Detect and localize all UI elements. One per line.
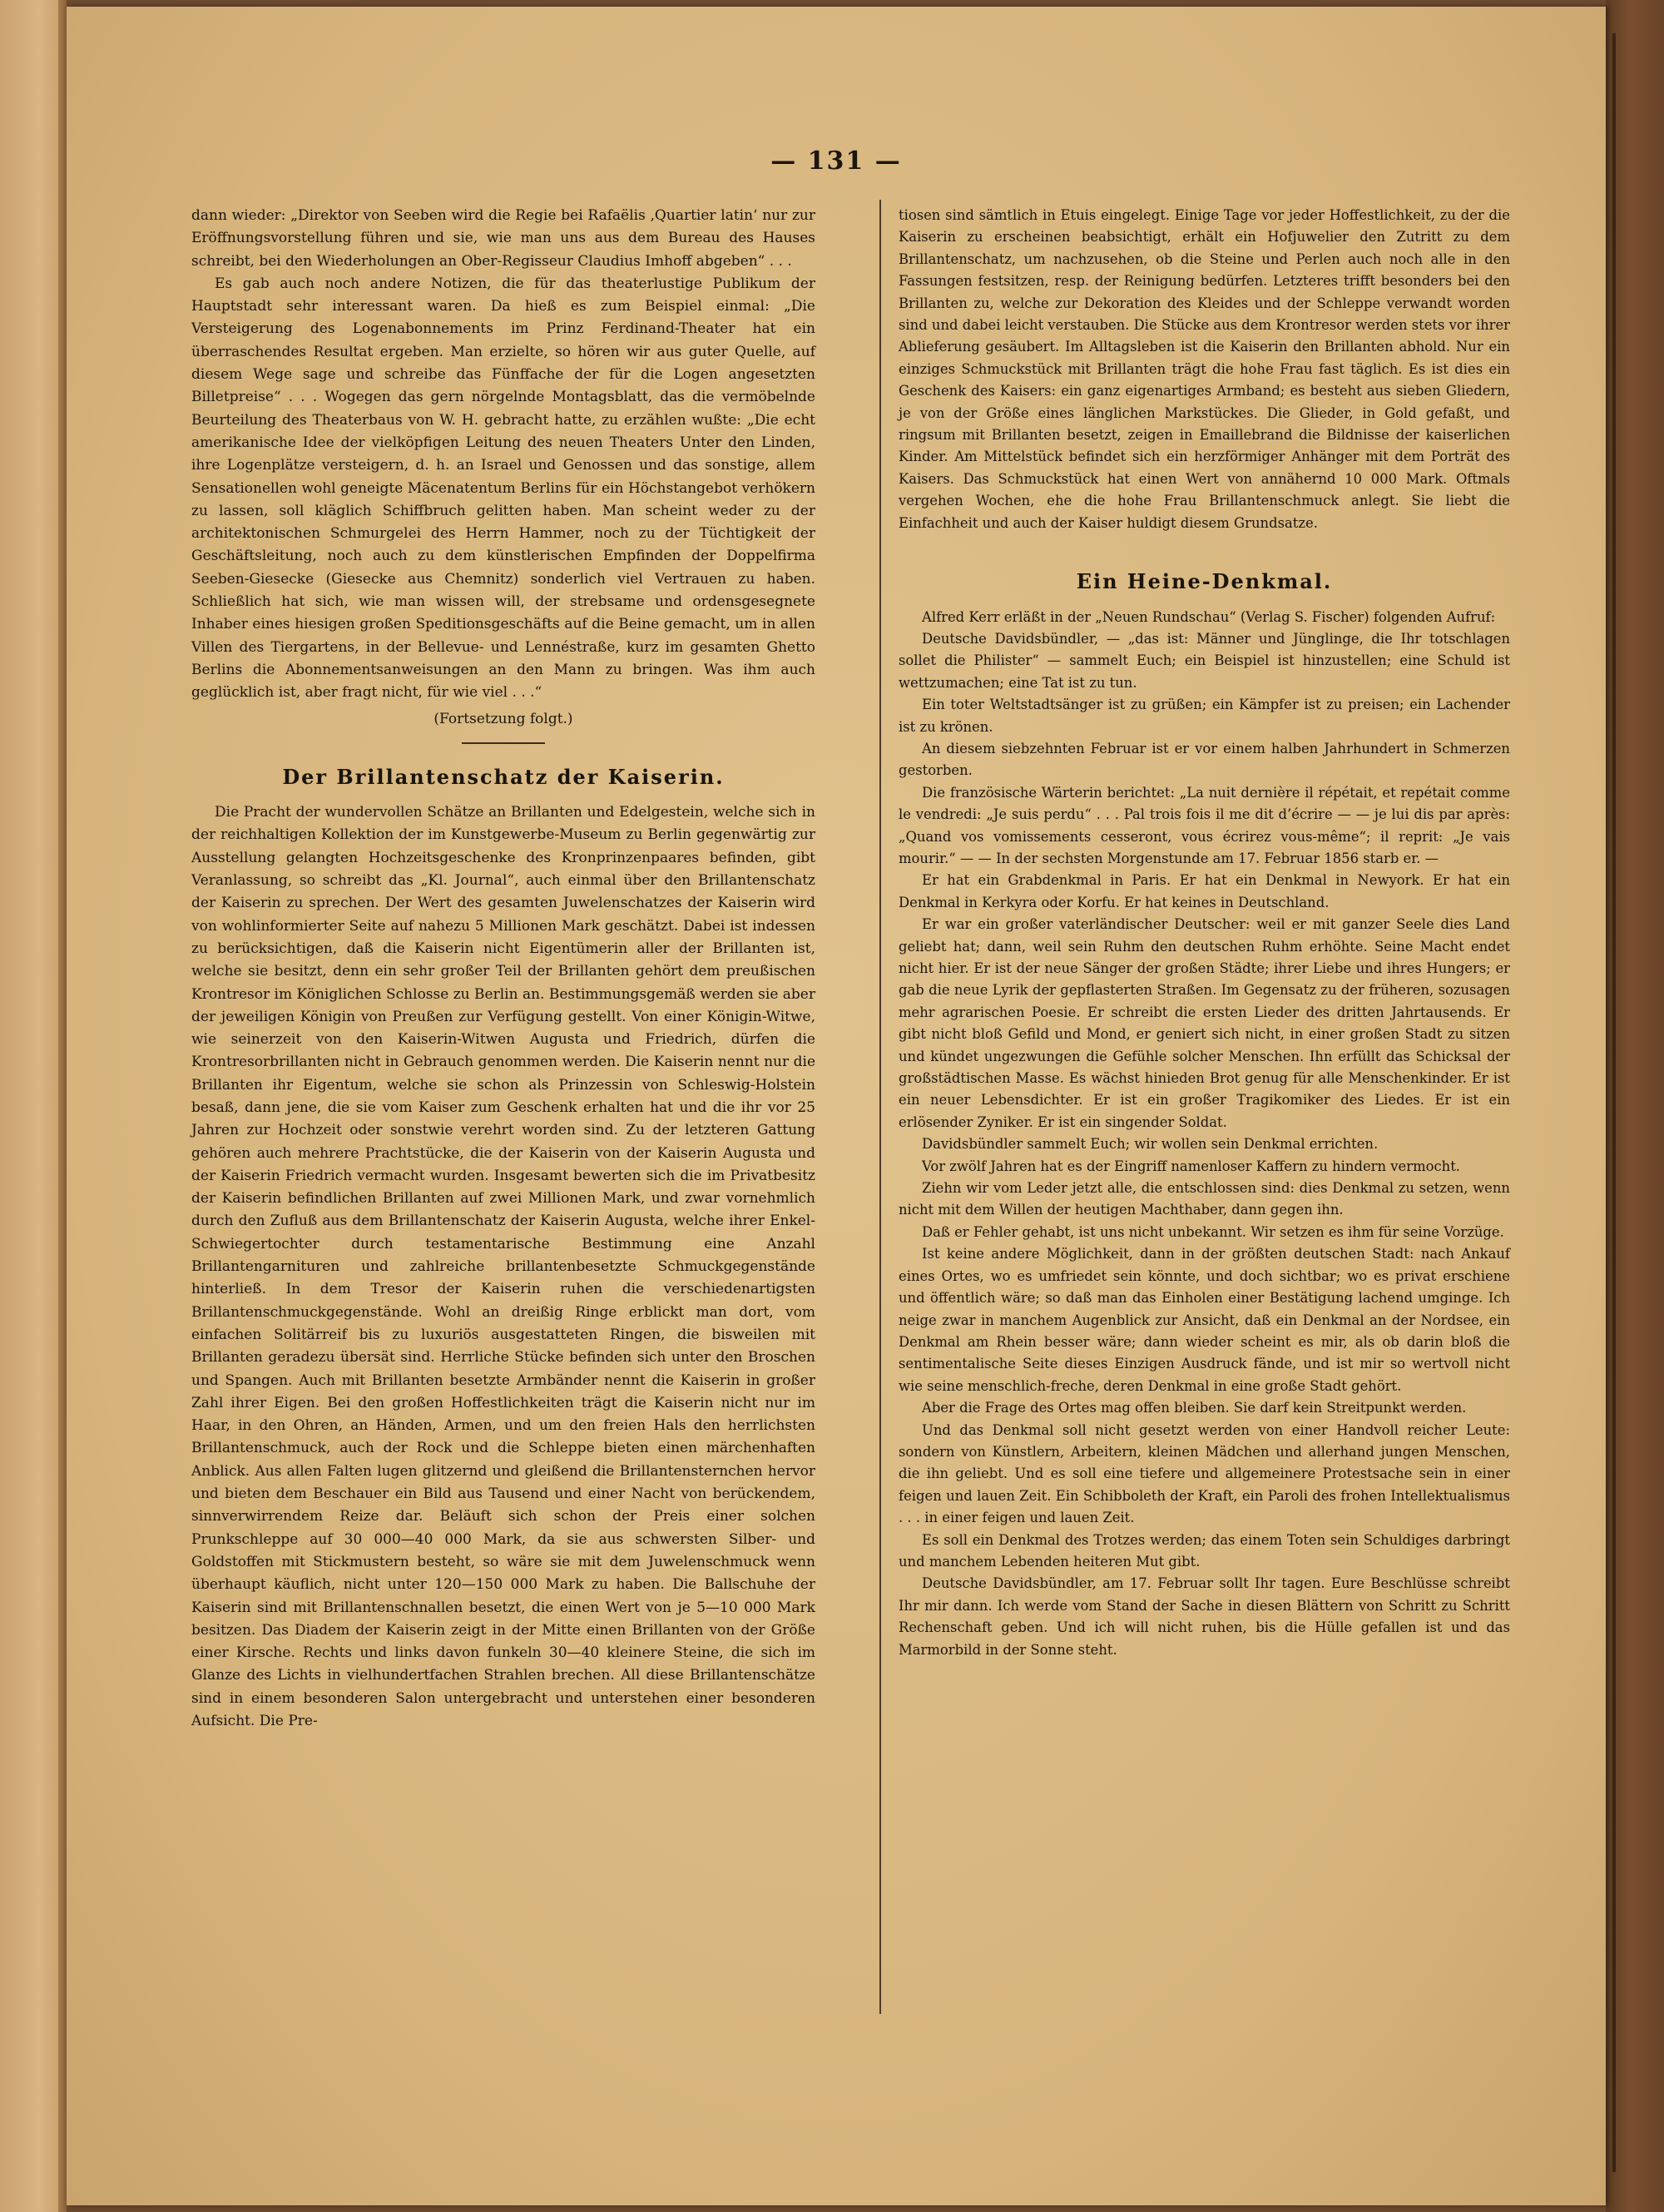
section-title-brillantenschatz: Der Brillantenschatz der Kaiserin. (282, 764, 725, 789)
article-paragraph: dann wieder: „Direktor von Seeben wird die Regie bei Rafaëlis ‚Quartier latin‘ nur zur Eröffnungsvorstellung führen und sie, wie man uns aus dem Bureau des Hauses schreibt, bei den Wiederholungen an Ober-Regisseur Claudius Imhoff abgeben“ . . . (191, 207, 815, 270)
right-column (899, 205, 1510, 1661)
article-paragraph: Vor zwölf Jahren hat es der Eingriff namenloser Kaffern zu hindern vermocht. (922, 1158, 1461, 1174)
newspaper-page (67, 7, 1606, 2205)
article-paragraph: Aber die Frage des Ortes mag offen bleiben. Sie darf kein Streitpunkt werden. (922, 1400, 1467, 1416)
cover-edge-line (1612, 33, 1616, 2172)
article-paragraph: Davidsbündler sammelt Euch; wir wollen sein Denkmal errichten. (922, 1136, 1379, 1153)
section-title-heine-denkmal: Ein Heine-Denkmal. (1076, 569, 1333, 594)
article-paragraph: tiosen sind sämtlich in Etuis eingelegt. Einige Tage vor jeder Hoffestlichkeit, zu der die Kaiserin zu erscheinen beabsichtigt, erhält ein Hofjuwelier den Zutritt zu dem Brillantenschatz, um nachzusehen, ob die Steine und Perlen auch noch alle in den Fassungen festsitzen, resp. der Reinigung bedürfen. Letzteres trifft besonders bei den Brillanten zu, welche zur Dekoration des Kleides und der Schleppe verwandt worden sind und dabei leicht verstauben. Die Stücke aus dem Krontresor werden stets vor ihrer Ablieferung gesäubert. Im Alltagsleben ist die Kaiserin den Brillanten abhold. Nur ein einziges Schmuckstück mit Brillanten trägt die hohe Frau fast täglich. Es ist dies ein Geschenk des Kaisers: ein ganz eigenartiges Armband; es besteht aus sieben Gliedern, je von der Größe eines länglichen Markstückes. Die Glieder, in Gold gefaßt, und ringsum mit Brillanten besetzt, zeigen in Emaillebrand die Bildnisse der kaiserlichen Kinder. Am Mittelstück befindet sich ein herzförmiger Anhänger mit dem Porträt des Kaisers. Das Schmuckstück hat einen Wert von annähernd 10 000 Mark. Oftmals vergehen Wochen, ehe die hohe Frau Brillantenschmuck anlegt. Sie liebt die Einfachheit und auch der Kaiser huldigt diesem Grundsatze. (899, 207, 1510, 531)
article-paragraph: Alfred Kerr erläßt in der „Neuen Rundschau“ (Verlag S. Fischer) folgenden Aufruf: (922, 608, 1496, 625)
article-paragraph: Daß er Fehler gehabt, ist uns nicht unbekannt. Wir setzen es ihm für seine Vorzüge. (922, 1223, 1504, 1240)
book-binding-left (0, 0, 65, 2212)
article-paragraph: Es gab auch noch andere Notizen, die für das theaterlustige Publikum der Hauptstadt sehr interessant waren. Da hieß es zum Beispiel einmal: „Die Versteigerung des Logenabonnements im Prinz Ferdinand-Theater hat ein überraschendes Resultat ergeben. Man erzielte, so hören wir aus guter Quelle, auf diesem Wege sage und schreibe das Fünffache der für die Logen angesetzten Billetpreise“ . . . Wogegen das gern nörgelnde Montagsblatt, das die vermöbelnde Beurteilung des Theaterbaus von W. H. gebracht hatte, zu erzählen wußte: „Die echt amerikanische Idee der vielköpfigen Leitung des neuen Theaters Unter den Linden, ihre Logenplätze versteigern, d. h. an Israel und Genossen und das sonstige, allem Sensationellen wohl geneigte Mäcenatentum Berlins für ein Höchstangebot verhökern zu lassen, soll kläglich Schiffbruch gelitten haben. Man scheint weder zu der architektonischen Schmurgelei des Herrn Hammer, noch zu der Tüchtigkeit der Geschäftsleitung, noch auch zu dem künstlerischen Empfinden der Doppelfirma Seeben-Giesecke (Giesecke aus Chemnitz) sonderlich viel Vertrauen zu haben. Schließlich hat sich, wie man wissen will, der strebsame und ordensgesegnete Inhaber eines hiesigen großen Speditionsgeschäfts auf die Beine gemacht, um in allen Villen des Tiergartens, in der Bellevue- und Lennéstraße, kurz im gesamten Ghetto Berlins die Abonnementsanweisungen an den Mann zu bringen. Was ihm auch geglücklich ist, aber fragt nicht, für wie viel . . .“ (191, 275, 815, 702)
article-paragraph: Er war ein großer vaterländischer Deutscher: weil er mit ganzer Seele dies Land geliebt hat; dann, weil sein Ruhm den deutschen Ruhm erhöhte. Seine Macht endet nicht hier. Er ist der neue Sänger der großen Städte; ihrer Liebe und ihres Hungers; er gab die neue Lyrik der gepflasterten Straßen. Im Gegensatz zu der früheren, sozusagen mehr agrarischen Poesie. Er schreibt die ersten Lieder des dritten Jahrtausends. Er gibt nicht bloß Gefild und Mond, er geniert sich nicht, in einer großen Stadt zu sitzen und kündet ungezwungen die Gefühle solcher Menschen. Ihn erfüllt das Schicksal der großstädtischen Masse. Es wächst hinieden Brot genug für alle Menschenkinder. Er ist ein neuer Lebensdichter. Er ist ein großer Tragikomiker des Liedes. Er ist ein erlösender Zyniker. Er ist ein singender Soldat. (899, 916, 1510, 1130)
article-paragraph: Ziehn wir vom Leder jetzt alle, die entschlossen sind: dies Denkmal zu setzen, wenn nicht mit dem Willen der heutigen Machthaber, dann gegen ihn. (899, 1180, 1510, 1218)
column-divider (879, 200, 881, 2014)
article-paragraph: Deutsche Davidsbündler, am 17. Februar sollt Ihr tagen. Eure Beschlüsse schreibt Ihr mir dann. Ich werde vom Stand der Sache in diesen Blättern von Schritt zu Schritt Rechenschaft geben. Und ich will nicht ruhen, bis die Hülle gefallen ist und das Marmorbild in der Sonne steht. (899, 1575, 1510, 1658)
article-paragraph: An diesem siebzehnten Februar ist er vor einem halben Jahrhundert in Schmerzen gestorben. (899, 740, 1510, 779)
article-paragraph: Deutsche Davidsbündler, — „das ist: Männer und Jünglinge, die Ihr totschlagen sollet die Philister“ — sammelt Euch; ein Beispiel ist hinzustellen; eine Schuld ist wettzumachen; eine Tat ist zu tun. (899, 630, 1510, 691)
page-number: — 131 — (770, 146, 902, 176)
article-paragraph: Und das Denkmal soll nicht gesetzt werden von einer Handvoll reicher Leute: sondern von Künstlern, Arbeitern, kleinen Mädchen und allerhand jungen Menschen, die ihn geliebt. Und es soll eine tiefere und allgemeinere Protestsache sein in einer feigen und lauen Zeit. Ein Schibboleth der Kraft, ein Paroli des frohen Intellektualismus . . . in einer feigen und lauen Zeit. (899, 1421, 1510, 1526)
article-paragraph: Die französische Wärterin berichtet: „La nuit dernière il répétait, et repétait comme le vendredi: „Je suis perdu“ . . . Pal trois fois il me dit d’écrire — — je lui dis par après: „Quand vos vomissements cesseront, vous écrirez vous-même“; il reprit: „Je vais mourir.“ — — In der sechsten Morgenstunde am 17. Februar 1856 starb er. — (899, 784, 1510, 866)
article-paragraph: Ein toter Weltstadtsänger ist zu grüßen; ein Kämpfer ist zu preisen; ein Lachender ist zu krönen. (899, 697, 1510, 735)
article-paragraph: Ist keine andere Möglichkeit, dann in der größten deutschen Stadt: nach Ankauf eines Ortes, wo es umfriedet sein könnte, und doch sichtbar; wo es privat erschiene und öffentlich wäre; so daß man das Einholen einer Bestätigung lachend umginge. Ich neige zwar in manchem Augenblick zur Ansicht, daß ein Denkmal an der Nordsee, ein Denkmal am Rhein besser wäre; dann wieder scheint es mir, als ob darin bloß die sentimentalische Seite dieses Einzigen Ausdruck fände, und ist mir so wertvoll nicht wie seine menschlich-freche, deren Denkmal in eine große Stadt gehört. (899, 1246, 1510, 1394)
binding-gutter (58, 0, 67, 2212)
article-paragraph: Er hat ein Grabdenkmal in Paris. Er hat ein Denkmal in Newyork. Er hat ein Denkmal in Kerkyra oder Korfu. Er hat keines in Deutschland. (899, 872, 1510, 910)
section-rule (462, 742, 545, 744)
article-paragraph: Die Pracht der wundervollen Schätze an Brillanten und Edelgestein, welche sich in der reichhaltigen Kollektion der im Kunstgewerbe-Museum zu Berlin gegenwärtig zur Ausstellung gelangten Hochzeitsgeschenke des Kronprinzenpaares befinden, gibt Veranlassung, so schreibt das „Kl. Journal“, auch einmal über den Brillantenschatz der Kaiserin zu sprechen. Der Wert des gesamten Juwelenschatzes der Kaiserin wird von wohlinformierter Seite auf nahezu 5 Millionen Mark geschätzt. Dabei ist indessen zu berücksichtigen, daß die Kaiserin nicht Eigentümerin aller der Brillanten ist, welche sie besitzt, denn ein sehr großer Teil der Brillanten gehört dem preußischen Krontresor im Königlichen Schlosse zu Berlin an. Bestimmungsgemäß werden sie aber der jeweiligen Königin von Preußen zur Verfügung gestellt. Von einer Königin-Witwe, wie seinerzeit von den Kaiserin-Witwen Augusta und Friedrich, dürfen die Krontresorbrillanten nicht in Gebrauch genommen werden. Die Kaiserin nennt nur die Brillanten ihr Eigentum, welche sie schon als Prinzessin von Schleswig-Holstein besaß, dann jene, die sie vom Kaiser zum Geschenk erhalten hat und die ihr vor 25 Jahren zur Hochzeit oder sonstwie verehrt worden sind. Zu der letzteren Gattung gehören auch mehrere Prachtstücke, die der Kaiserin von der Kaiserin Augusta und der Kaiserin Friedrich vermacht wurden. Insgesamt bewerten sich die im Privatbesitz der Kaiserin befindlichen Brillanten auf zwei Millionen Mark, und zwar vornehmlich durch den Zufluß aus dem Brillantenschatz der Kaiserin Augusta, welche ihrer Enkel-Schwiegertochter durch testamentarische Bestimmung eine Anzahl Brillantengarnituren und zahlreiche brillantenbesetzte Schmuckgegenstände hinterließ. In dem Tresor der Kaiserin ruhen die verschiedenartigsten Brillantenschmuckgegenstände. Wohl an dreißig Ringe erblickt man dort, vom einfachen Solitärreif bis zu luxuriös ausgestatteten Ringen, die bisweilen mit Brillanten geradezu übersät sind. Herrliche Stücke befinden sich unter den Broschen und Spangen. Auch mit Brillanten besetzte Armbänder nennt die Kaiserin in großer Zahl ihrer Eigen. Bei den großen Hoffestlichkeiten trägt die Kaiserin nicht nur im Haar, in den Ohren, an Händen, Armen, und um den freien Hals den herrlichsten Brillantenschmuck, auch der Rock und die Schleppe bieten einen märchenhaften Anblick. Aus allen Falten lugen glitzernd und gleißend die Brillantensternchen hervor und bieten dem Beschauer ein Bild aus Tausend und einer Nacht von berückendem, sinnverwirrendem Reize dar. Beläuft sich schon der Preis einer solchen Prunkschleppe auf 30 000—40 000 Mark, da sie aus schwersten Silber- und Goldstoffen mit Stickmustern besteht, so wäre sie mit dem Juwelenschmuck wenn überhaupt käuflich, nicht unter 120—150 000 Mark zu haben. Die Ballschuhe der Kaiserin sind mit Brillantenschnallen besetzt, die einen Wert von je 5—10 000 Mark besitzen. Das Diadem der Kaiserin zeigt in der Mitte einen Brillanten von der Größe einer Kirsche. Rechts und links davon funkeln 30—40 kleinere Steine, die sich im Glanze des Lichts in vielhundertfachen Strahlen brechen. All diese Brillantenschätze sind in einem besonderen Salon untergebracht und unterstehen einer besonderen Aufsicht. Die Pre- (191, 804, 815, 1729)
left-column (191, 205, 815, 1733)
continuation-note: (Fortsetzung folgt.) (433, 710, 573, 727)
article-paragraph: Es soll ein Denkmal des Trotzes werden; das einem Toten sein Schuldiges darbringt und manchem Lebenden heiteren Mut gibt. (899, 1531, 1510, 1570)
